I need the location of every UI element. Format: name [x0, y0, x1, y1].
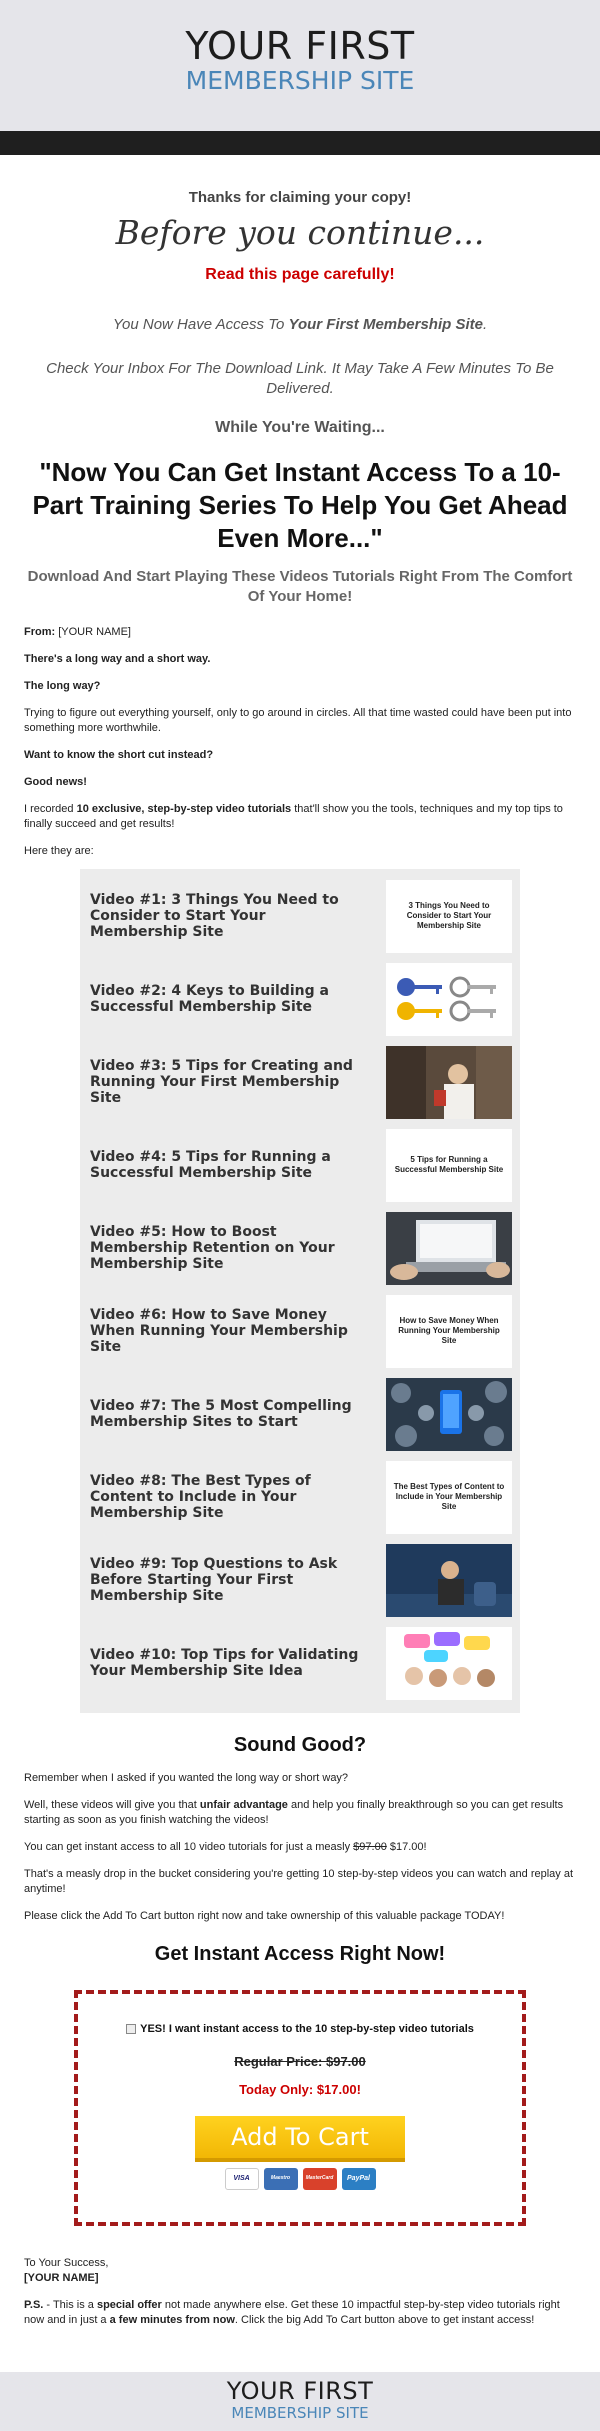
- phone-network-photo-icon: [386, 1378, 512, 1451]
- video-row: [88, 875, 512, 958]
- c3-old-price: $97.00: [353, 1840, 387, 1853]
- footer-logo-line1: YOUR FIRST: [226, 2377, 374, 2405]
- c3-new-price: $17.00!: [386, 1840, 427, 1853]
- footer: [0, 2372, 600, 2431]
- woman-reading-photo-icon: [386, 1046, 512, 1119]
- letter-p7: Here they are:: [24, 844, 94, 857]
- from-name: [YOUR NAME]: [55, 625, 131, 638]
- video-title: Video #2: 4 Keys to Building a Successful Membership Site: [90, 983, 329, 1016]
- letter-p6: [24, 802, 576, 832]
- inbox-text: Check Your Inbox For The Download Link. It May Take A Few Minutes To Be Delivered.: [46, 360, 554, 398]
- thumb-text: 3 Things You Need to Consider to Start Your Membership Site: [406, 901, 492, 931]
- video-row: [88, 1290, 512, 1373]
- thanks-text: Thanks for claiming your copy!: [188, 189, 412, 206]
- closing-p4: That's a measly drop in the bucket considering you're getting 10 step-by-step videos you can watch and replay at anytime!: [24, 1867, 574, 1895]
- video-thumbnail: [386, 1046, 512, 1119]
- p6-c: that'll show you the tools, techniques and my top tips to finally succeed and get results!: [24, 802, 563, 830]
- laptop-photo-icon: [386, 1212, 512, 1285]
- letter-p2: The long way?: [24, 679, 101, 692]
- intro-section: [0, 187, 600, 607]
- video-row: [88, 1373, 512, 1456]
- video-thumbnail: [386, 1627, 512, 1700]
- video-title: Video #6: How to Save Money When Running Your Membership Site: [90, 1307, 348, 1356]
- video-title: Video #10: Top Tips for Validating Your Membership Site Idea: [90, 1647, 359, 1680]
- video-title: Video #8: The Best Types of Content to Include in Your Membership Site: [90, 1473, 311, 1522]
- video-row: [88, 1041, 512, 1124]
- p6-b: 10 exclusive, step-by-step video tutorials: [76, 802, 292, 815]
- signoff-line1: To Your Success,: [24, 2256, 109, 2269]
- ps-label: P.S.: [24, 2298, 44, 2311]
- waiting-text: While You're Waiting...: [215, 419, 385, 437]
- video-title: Video #7: The 5 Most Compelling Membership Sites to Start: [90, 1398, 352, 1431]
- get-access-heading: Get Instant Access Right Now!: [154, 1942, 446, 1965]
- video-title: Video #9: Top Questions to Ask Before Starting Your First Membership Site: [90, 1556, 338, 1605]
- add-to-cart-button[interactable]: Add To Cart: [195, 2116, 405, 2162]
- video-row: [88, 1456, 512, 1539]
- closing-body: [0, 1771, 600, 1924]
- thumb-text: The Best Types of Content to Include in Your Membership Site: [393, 1482, 505, 1512]
- footer-logo-line2: MEMBERSHIP SITE: [231, 2404, 369, 2422]
- order-checkbox-line[interactable]: [78, 2022, 522, 2037]
- logo-line1: YOUR FIRST: [185, 24, 415, 68]
- visa-icon: VISA: [225, 2168, 259, 2190]
- thinking-man-photo-icon: [386, 1544, 512, 1617]
- order-checkbox-label: YES! I want instant access to the 10 step-by-step video tutorials: [140, 2022, 474, 2035]
- subheadline: Download And Start Playing These Videos Tutorials Right From The Comfort Of Your Home!: [27, 567, 573, 605]
- payment-cards: [78, 2168, 522, 2190]
- video-thumbnail: [386, 1461, 512, 1534]
- from-label: From:: [24, 625, 56, 638]
- ps-c: not made anywhere else. Get these 10 impactful step-by-step video tutorials right now and in just a: [24, 2298, 560, 2326]
- thumb-text: 5 Tips for Running a Successful Membership Site: [394, 1155, 504, 1175]
- video-title: Video #4: 5 Tips for Running a Successful Membership Site: [90, 1149, 331, 1182]
- c2-c: and help you finally breakthrough so you can get results starting as soon as you finish watching the videos!: [24, 1798, 564, 1826]
- signoff-name: [YOUR NAME]: [24, 2271, 99, 2284]
- paypal-icon: PayPal: [342, 2168, 376, 2190]
- p6-a: I recorded: [24, 802, 77, 815]
- signoff: [0, 2256, 600, 2328]
- ps-text: [24, 2298, 576, 2328]
- access-suffix: .: [482, 316, 488, 334]
- c2-a: Well, these videos will give you that: [24, 1798, 200, 1811]
- video-row: [88, 1207, 512, 1290]
- video-title: Video #5: How to Boost Membership Retention on Your Membership Site: [90, 1224, 335, 1273]
- video-title: Video #1: 3 Things You Need to Consider to Start Your Membership Site: [90, 892, 339, 941]
- closing-p5: Please click the Add To Cart button right now and take ownership of this valuable package TODAY!: [24, 1909, 505, 1922]
- video-thumbnail: [386, 963, 512, 1036]
- closing-p1: Remember when I asked if you wanted the long way or short way?: [24, 1771, 349, 1784]
- people-chat-icon: [394, 1630, 504, 1696]
- ps-b: special offer: [96, 2298, 162, 2311]
- mastercard-icon: MasterCard: [303, 2168, 337, 2190]
- closing-p2: [24, 1798, 576, 1828]
- ps-e: . Click the big Add To Cart button above to get instant access!: [234, 2313, 535, 2326]
- video-row: [88, 1124, 512, 1207]
- keys-icon: [394, 969, 504, 1029]
- letter-p5: Good news!: [24, 775, 87, 788]
- video-list: [80, 869, 520, 1713]
- video-thumbnail: [386, 1378, 512, 1451]
- order-box: [74, 1990, 526, 2226]
- letter-p1: There's a long way and a short way.: [24, 652, 211, 665]
- closing-p3: [24, 1840, 576, 1855]
- regular-price: Regular Price: $97.00: [234, 2054, 366, 2070]
- video-row: [88, 1539, 512, 1622]
- video-thumbnail: [386, 880, 512, 953]
- read-warning: Read this page carefully!: [205, 266, 395, 283]
- main-headline: "Now You Can Get Instant Access To a 10-Part Training Series To Help You Get Ahead Even More...": [32, 456, 568, 553]
- order-checkbox[interactable]: [126, 2024, 136, 2034]
- c2-b: unfair advantage: [199, 1798, 288, 1811]
- video-title: Video #3: 5 Tips for Creating and Running Your First Membership Site: [90, 1058, 353, 1107]
- video-thumbnail: [386, 1544, 512, 1617]
- letter-p3: Trying to figure out everything yourself, only to go around in circles. All that time wasted could have been put into something more worthwhile.: [24, 706, 572, 734]
- video-thumbnail: [386, 1212, 512, 1285]
- letter-body: [0, 625, 600, 859]
- ps-a: - This is a: [43, 2298, 97, 2311]
- before-heading: Before you continue...: [115, 213, 485, 252]
- access-prefix: You Now Have Access To: [112, 316, 289, 334]
- video-thumbnail: [386, 1295, 512, 1368]
- c3-a: You can get instant access to all 10 video tutorials for just a measly: [24, 1840, 354, 1853]
- access-product: Your First Membership Site: [288, 316, 483, 334]
- video-thumbnail: [386, 1129, 512, 1202]
- today-price: Today Only: $17.00!: [239, 2082, 361, 2098]
- ps-d: a few minutes from now: [109, 2313, 235, 2326]
- logo-line2: MEMBERSHIP SITE: [185, 66, 415, 95]
- thumb-text: How to Save Money When Running Your Membership Site: [398, 1316, 500, 1346]
- maestro-icon: Maestro: [264, 2168, 298, 2190]
- header: [0, 0, 600, 131]
- video-row: [88, 1622, 512, 1705]
- access-text: [24, 314, 576, 335]
- dark-divider-bar: [0, 131, 600, 155]
- video-row: [88, 958, 512, 1041]
- letter-p4: Want to know the short cut instead?: [24, 748, 214, 761]
- sound-good-heading: Sound Good?: [233, 1733, 367, 1756]
